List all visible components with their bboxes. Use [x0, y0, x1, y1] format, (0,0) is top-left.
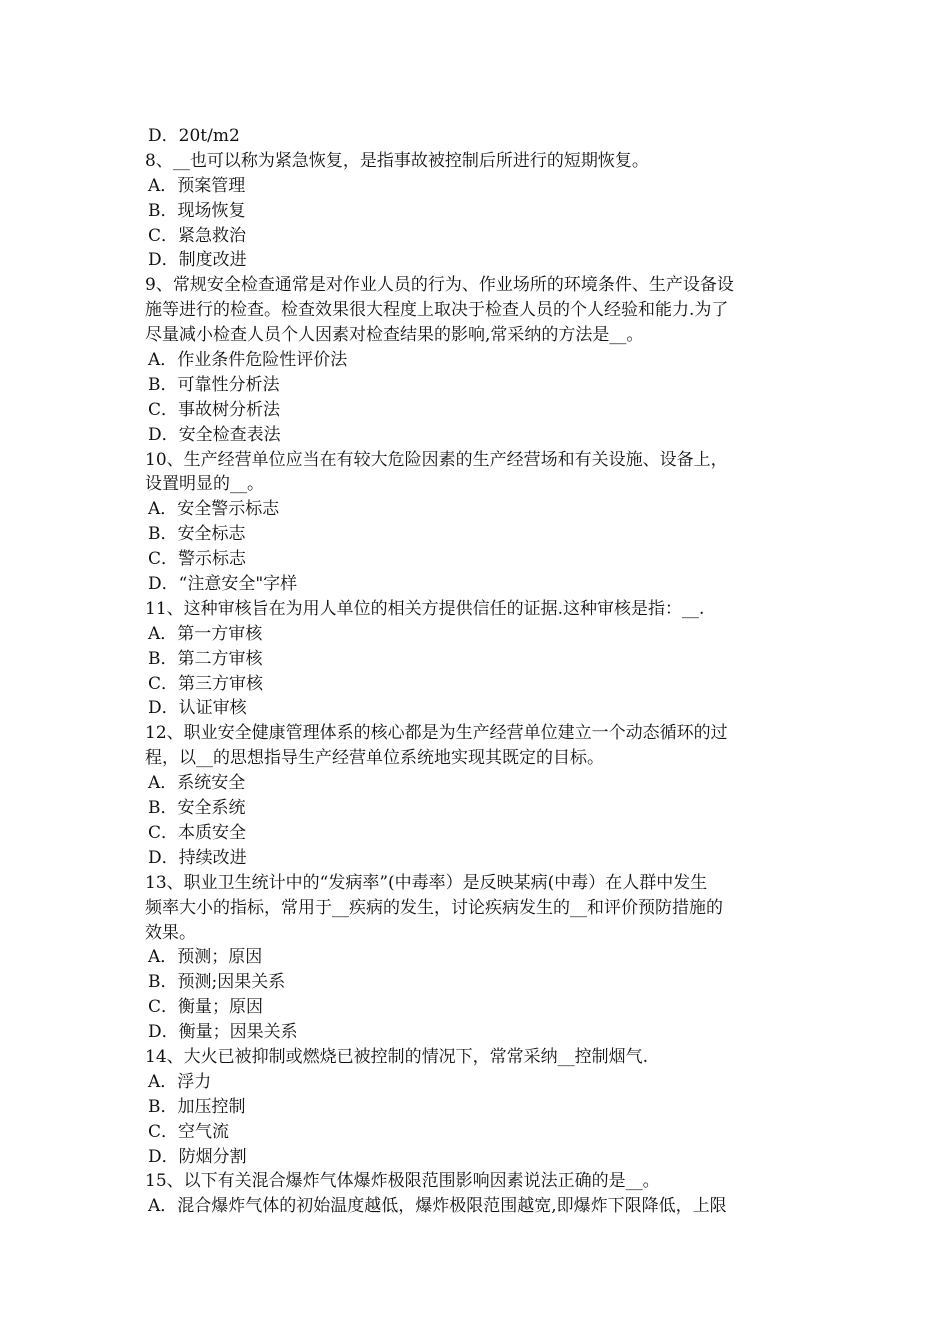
answer-option-line: A．预测；原因: [148, 947, 263, 968]
answer-option-line: C．警示标志: [148, 549, 247, 570]
answer-option-line: D．20t/m2: [148, 126, 240, 146]
question-text-line: 9、常规安全检查通常是对作业人员的行为、作业场所的环境条件、生产设备设: [145, 275, 734, 296]
answer-option-line: D．防烟分割: [148, 1146, 247, 1167]
answer-option-line: D．安全检查表法: [148, 424, 281, 445]
question-text-line: 施等进行的检查。检查效果很大程度上取决于检查人员的个人经验和能力.为了: [145, 300, 729, 321]
answer-option-line: A．第一方审核: [148, 623, 263, 644]
answer-option-line: B．安全系统: [148, 798, 246, 819]
answer-option-line: A．安全警示标志: [148, 499, 280, 520]
answer-option-line: C．紧急救治: [148, 225, 247, 246]
question-text-line: 设置明显的__。: [145, 474, 264, 495]
answer-option-line: B．第二方审核: [148, 648, 263, 669]
answer-option-line: B．可靠性分析法: [148, 374, 280, 395]
question-text-line: 尽量减小检查人员个人因素对检查结果的影响,常采纳的方法是__。: [145, 325, 644, 346]
question-text-line: 13、职业卫生统计中的“发病率”(中毒率）是反映某病(中毒）在人群中发生: [145, 872, 708, 893]
answer-option-line: D．衡量；因果关系: [148, 1022, 298, 1043]
answer-option-line: D．认证审核: [148, 698, 247, 719]
question-text-line: 14、大火已被抑制或燃烧已被控制的情况下，常常采纳__控制烟气.: [145, 1046, 649, 1067]
answer-option-line: C．第三方审核: [148, 673, 264, 694]
question-text-line: 频率大小的指标，常用于__疾病的发生，讨论疾病发生的__和评价预防措施的: [145, 897, 723, 918]
question-text-line: 11、这种审核旨在为用人单位的相关方提供信任的证据.这种审核是指：__.: [145, 598, 705, 619]
answer-option-line: C．事故树分析法: [148, 399, 281, 420]
question-text-line: 15、以下有关混合爆炸气体爆炸极限范围影响因素说法正确的是__。: [145, 1171, 660, 1192]
answer-option-line: A．混合爆炸气体的初始温度越低，爆炸极限范围越宽,即爆炸下限降低，上限: [148, 1196, 727, 1217]
question-text-line: 程，以__的思想指导生产经营单位系统地实现其既定的目标。: [145, 748, 604, 769]
answer-option-line: A．系统安全: [148, 773, 246, 794]
answer-option-line: A．浮力: [148, 1071, 212, 1092]
answer-option-line: C．衡量；原因: [148, 997, 264, 1018]
answer-option-line: D．“注意安全"字样: [148, 574, 298, 595]
answer-option-line: B．现场恢复: [148, 200, 246, 221]
answer-option-line: D．制度改进: [148, 250, 247, 271]
answer-option-line: C．本质安全: [148, 822, 247, 843]
document-page: [145, 124, 815, 1219]
answer-option-line: A．预案管理: [148, 175, 246, 196]
question-text-line: 8、__也可以称为紧急恢复，是指事故被控制后所进行的短期恢复。: [145, 150, 649, 171]
answer-option-line: B．预测;因果关系: [148, 972, 286, 993]
question-text-line: 10、生产经营单位应当在有较大危险因素的生产经营场和有关设施、设备上，: [145, 449, 728, 470]
answer-option-line: D．持续改进: [148, 847, 247, 868]
question-text-line: 12、职业安全健康管理体系的核心都是为生产经营单位建立一个动态循环的过: [145, 723, 728, 744]
answer-option-line: B．安全标志: [148, 524, 246, 545]
answer-option-line: C．空气流: [148, 1121, 230, 1142]
answer-option-line: A．作业条件危险性评价法: [148, 350, 348, 371]
answer-option-line: B．加压控制: [148, 1096, 246, 1117]
question-text-line: 效果。: [145, 922, 196, 943]
